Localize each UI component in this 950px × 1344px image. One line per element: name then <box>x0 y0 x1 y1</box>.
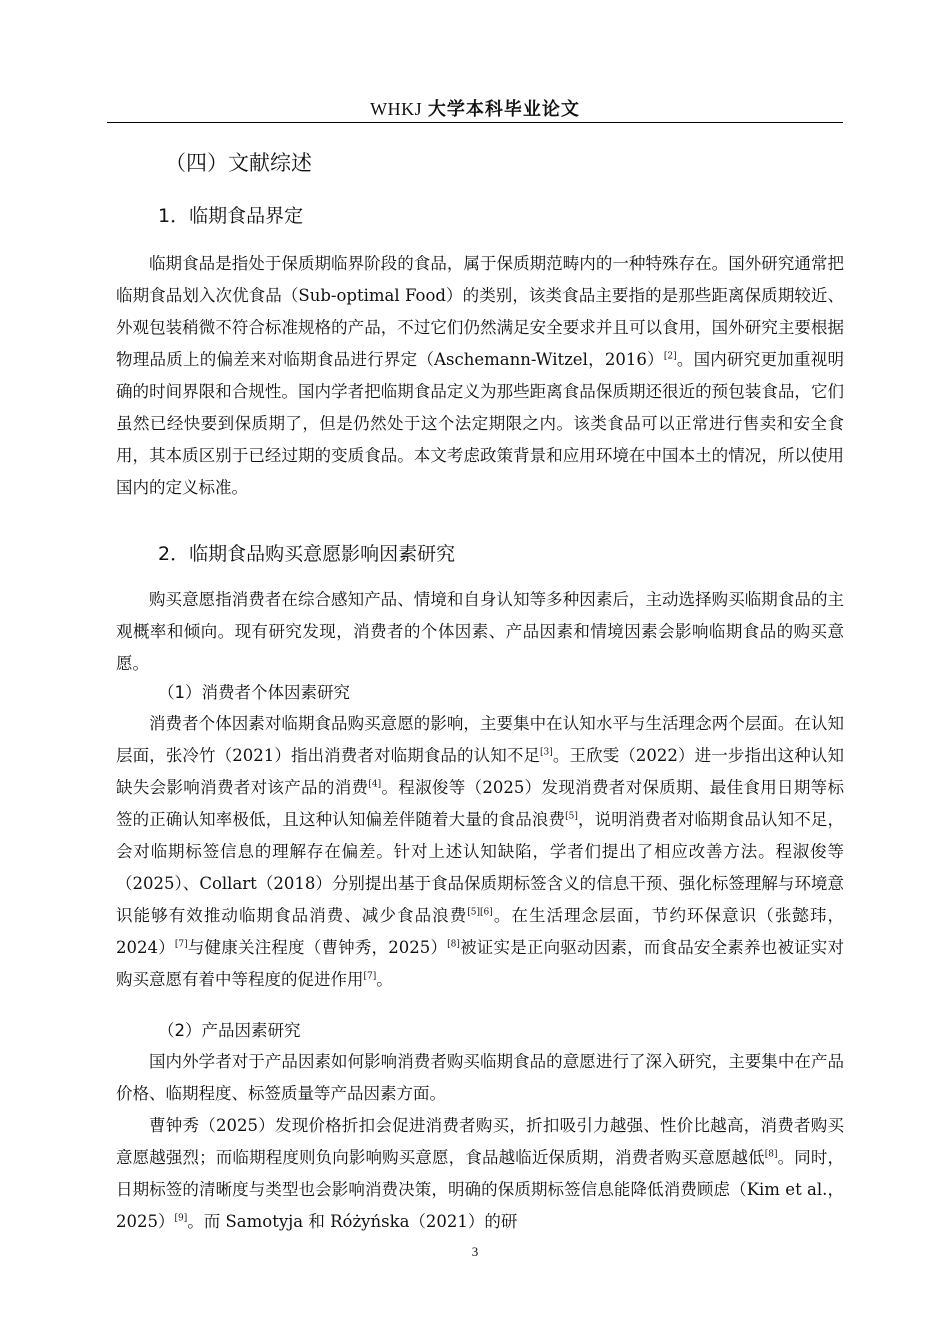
citation-ref: [7] <box>174 939 188 950</box>
paragraph-text: 消费者个体因素对临期食品购买意愿的影响，主要集中在认知水平与生活理念两个层面。在认知层面，张冷竹（2021）指出消费者对临期食品的认知不足 <box>116 714 844 765</box>
minor-title-product-factors: （2）产品因素研究 <box>158 1021 301 1040</box>
subsection-1-title: 1．临期食品界定 <box>158 205 304 227</box>
paragraph-definition <box>116 248 844 504</box>
citation-ref: [8] <box>764 1149 778 1160</box>
paragraph-text: 临期食品是指处于保质期临界阶段的食品，属于保质期范畴内的一种特殊存在。国外研究通常把临期食品划入次优食品（Sub-optimal Food）的类别，该类食品主要指的是那些距离保质期较近、外观包装稍微不符合标准规格的产品，不过它们仍然满足安全要求并且可以食用，国外研究主要根据物理品质上的偏差来对临期食品进行界定（Aschemann-Witzel，2016） <box>116 254 844 369</box>
paragraph-text: 。同时，日期标签的清晰度与类型也会影响消费决策，明确的保质期标签信息能降低消费顾虑（Kim et al.，2025） <box>116 1148 845 1231</box>
citation-ref: [5] <box>565 811 578 822</box>
paragraph-text: 曹钟秀（2025）发现价格折扣会促进消费者购买，折扣吸引力越强、性价比越高，消费者购买意愿越强烈；而临期程度则负向影响购买意愿，食品越临近保质期，消费者购买意愿越低 <box>116 1116 844 1167</box>
citation-ref: [3] <box>540 747 553 758</box>
paragraph-text: 。程淑俊等（2025）发现消费者对保质期、最佳食用日期等标签的正确认知率极低，且这种认知偏差伴随着大量的食品浪费 <box>116 778 845 829</box>
paragraph-purchase-intention <box>116 584 844 680</box>
paragraph-text: 被证实是正向驱动因素，而食品安全素养也被证实对购买意愿有着中等程度的促进作用 <box>116 938 845 989</box>
paragraph-text: 。在生活理念层面，节约环保意识（张懿玮，2024） <box>116 906 844 957</box>
minor-title-consumer-factors: （1）消费者个体因素研究 <box>158 683 350 702</box>
citation-ref: [8] <box>447 939 460 950</box>
header-title-latin: WHKJ <box>370 99 423 119</box>
citation-ref: [7] <box>363 971 377 982</box>
section-title: （四）文献综述 <box>165 151 312 175</box>
citation-ref: [9] <box>174 1213 188 1224</box>
header-title-cjk: 大学本科毕业论文 <box>427 99 580 120</box>
citation-ref: [2] <box>663 351 677 362</box>
paragraph-text: 与健康关注程度（曹钟秀，2025） <box>187 938 448 957</box>
paragraph-price-discount <box>116 1110 844 1238</box>
page-header <box>107 96 843 122</box>
citation-ref: [4] <box>368 779 382 790</box>
paragraph-text: 。 <box>376 970 393 989</box>
page-number: 3 <box>471 1244 479 1259</box>
paragraph-text: 购买意愿指消费者在综合感知产品、情境和自身认知等多种因素后，主动选择购买临期食品的主观概率和倾向。现有研究发现，消费者的个体因素、产品因素和情境因素会影响临期食品的购买意愿。 <box>116 590 844 673</box>
paragraph-text: ，说明消费者对临期食品认知不足，会对临期标签信息的理解存在偏差。针对上述认知缺陷，学者们提出了相应改善方法。程淑俊等（2025）、Collart（2018）分别提出基于食品保质期标签含义的信息干预、强化标签理解与环境意识能够有效推动临期食品消费、减少食品浪费 <box>116 810 845 925</box>
paragraph-text: 。王欣雯（2022）进一步指出这种认知缺失会影响消费者对该产品的消费 <box>116 746 844 797</box>
header-rule <box>107 122 843 123</box>
paragraph-consumer-factors <box>116 708 844 996</box>
subsection-2-title: 2．临期食品购买意愿影响因素研究 <box>158 543 456 565</box>
citation-ref: [5][6] <box>467 907 493 918</box>
paragraph-text: 。国内研究更加重视明确的时间界限和合规性。国内学者把临期食品定义为那些距离食品保质期还很近的预包装食品，它们虽然已经快要到保质期了，但是仍然处于这个法定期限之内。该类食品可以正常进行售卖和安全食用，其本质区别于已经过期的变质食品。本文考虑政策背景和应用环境在中国本土的情况，所以使用国内的定义标准。 <box>116 350 845 497</box>
paragraph-text: 国内外学者对于产品因素如何影响消费者购买临期食品的意愿进行了深入研究，主要集中在产品价格、临期程度、标签质量等产品因素方面。 <box>116 1052 844 1103</box>
paragraph-text: 。而 Samotyja 和 Różyńska（2021）的研 <box>187 1212 518 1231</box>
paragraph-product-factors <box>116 1046 844 1110</box>
